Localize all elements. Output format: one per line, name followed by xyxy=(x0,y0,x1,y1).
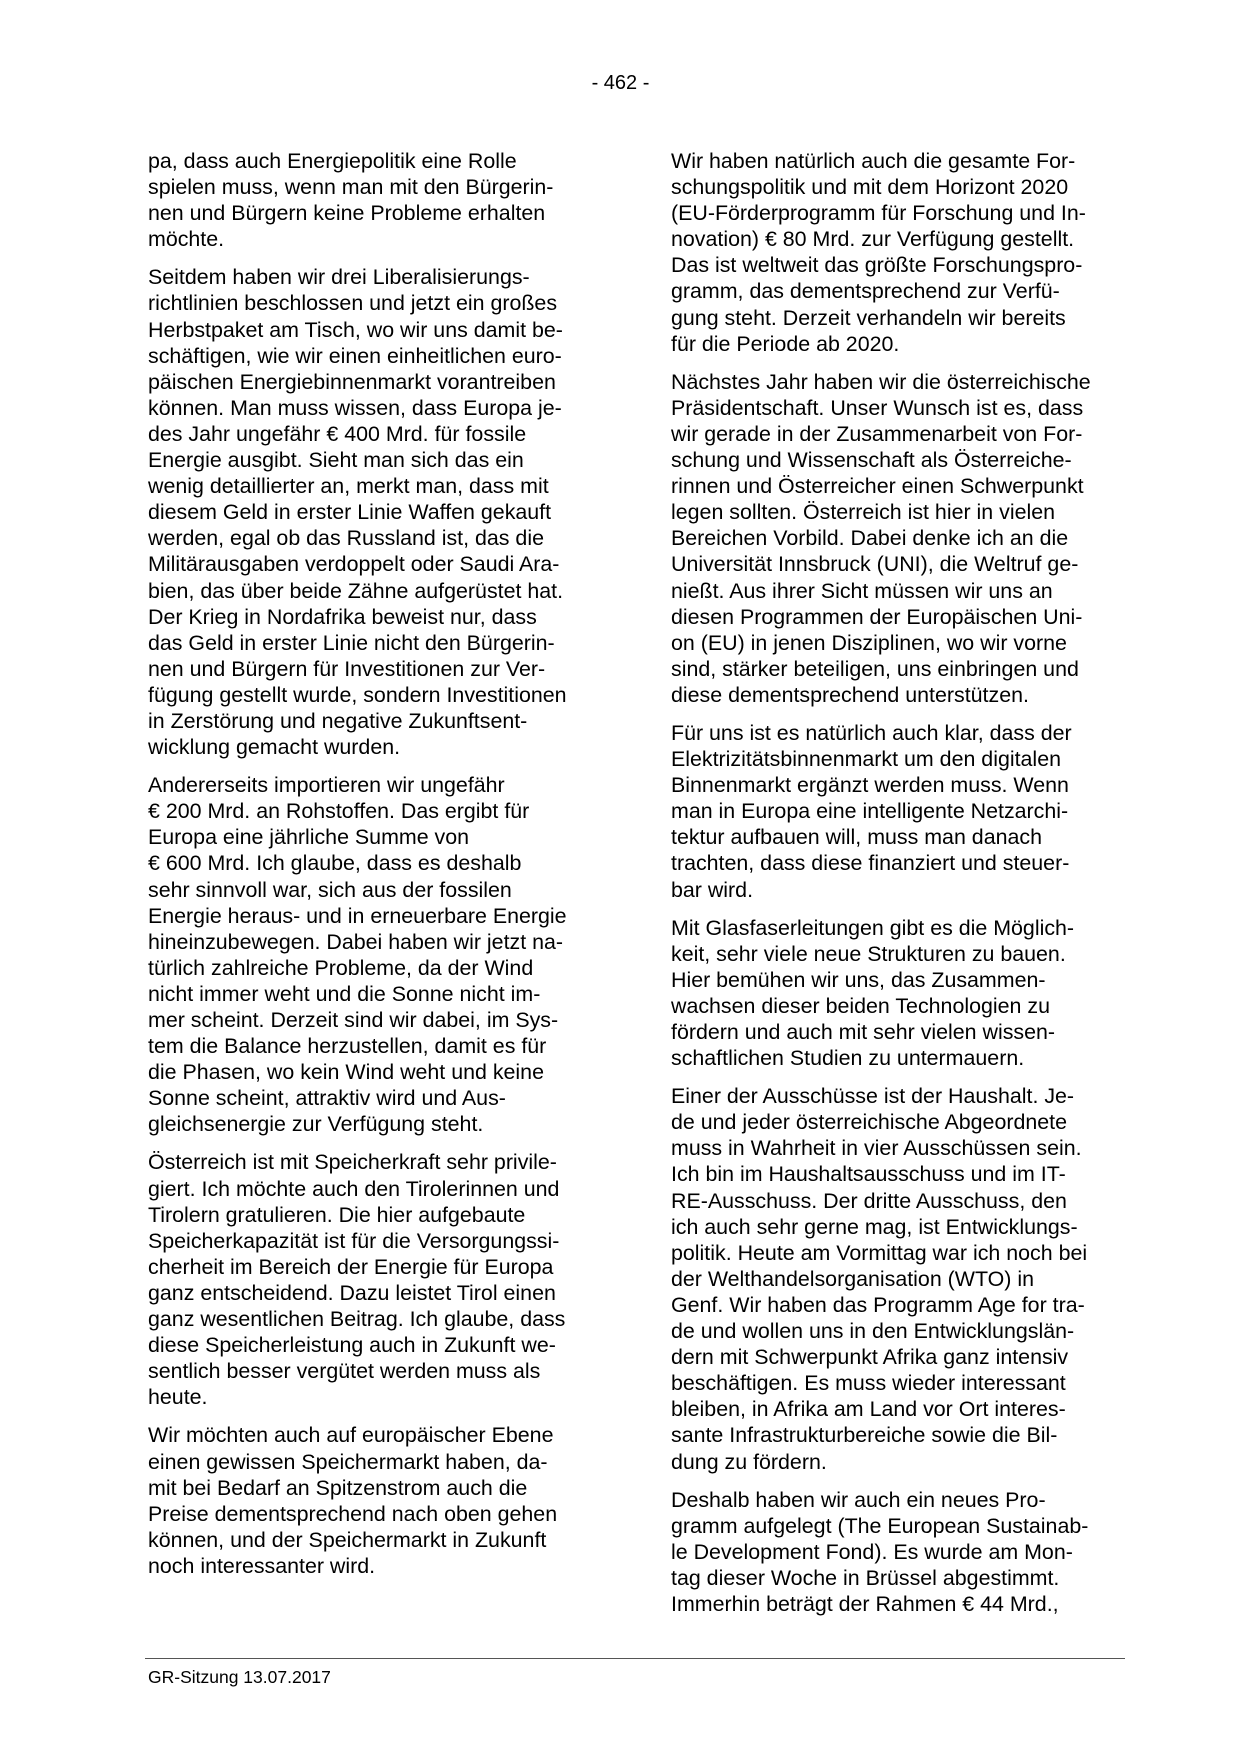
text-line: sehr sinnvoll war, sich aus der fossilen xyxy=(148,877,512,902)
text-line: € 600 Mrd. Ich glaube, dass es deshalb xyxy=(148,851,522,876)
text-line: bar wird. xyxy=(671,877,754,902)
text-line: cherheit im Bereich der Energie für Europa xyxy=(148,1254,554,1279)
text-line: der Welthandelsorganisation (WTO) in xyxy=(671,1266,1035,1291)
footer-session-date: GR-Sitzung 13.07.2017 xyxy=(148,1667,331,1687)
text-line: rinnen und Österreicher einen Schwerpunkt xyxy=(671,474,1084,499)
text-line: noch interessanter wird. xyxy=(148,1553,376,1578)
text-line: dern mit Schwerpunkt Afrika ganz intensiv xyxy=(671,1345,1069,1370)
text-line: Herbstpaket am Tisch, wo wir uns damit be- xyxy=(148,317,563,342)
text-line: giert. Ich möchte auch den Tirolerinnen und xyxy=(148,1176,560,1201)
paragraph xyxy=(148,1149,603,1410)
text-line: Wir möchten auch auf europäischer Ebene xyxy=(148,1423,554,1448)
footer-divider xyxy=(145,1658,1125,1659)
text-line: Energie heraus- und in erneuerbare Energie xyxy=(148,903,567,928)
text-line: gramm aufgelegt (The European Sustainab- xyxy=(671,1513,1089,1538)
text-line: Sonne scheint, attraktiv wird und Aus- xyxy=(148,1086,506,1111)
text-line: Europa eine jährliche Summe von xyxy=(148,825,470,850)
left-column xyxy=(148,148,603,1591)
text-line: gung steht. Derzeit verhandeln wir bereits xyxy=(671,305,1066,330)
text-line: Tirolern gratulieren. Die hier aufgebaute xyxy=(148,1202,526,1227)
text-line: tag dieser Woche in Brüssel abgestimmt. xyxy=(671,1565,1060,1590)
text-line: bleiben, in Afrika am Land vor Ort interes- xyxy=(671,1397,1066,1422)
text-line: Energie ausgibt. Sieht man sich das ein xyxy=(148,448,524,473)
text-line: ganz wesentlichen Beitrag. Ich glaube, dass xyxy=(148,1307,566,1332)
text-line: novation) € 80 Mrd. zur Verfügung gestellt. xyxy=(671,227,1075,252)
text-line: Für uns ist es natürlich auch klar, dass der xyxy=(671,720,1072,745)
text-line: Präsidentschaft. Unser Wunsch ist es, dass xyxy=(671,395,1084,420)
text-line: bien, das über beide Zähne aufgerüstet hat. xyxy=(148,578,564,603)
text-line: sante Infrastrukturbereiche sowie die Bil- xyxy=(671,1423,1058,1448)
text-line: nen und Bürgern keine Probleme erhalten xyxy=(148,201,546,226)
text-line: Nächstes Jahr haben wir die österreichische xyxy=(671,369,1091,394)
text-line: sentlich besser vergütet werden muss als xyxy=(148,1359,541,1384)
text-line: heute. xyxy=(148,1385,208,1410)
text-line: fügung gestellt wurde, sondern Investitionen xyxy=(148,682,567,707)
text-line: diesem Geld in erster Linie Waffen gekauft xyxy=(148,500,552,525)
text-line: päischen Energiebinnenmarkt vorantreiben xyxy=(148,369,556,394)
text-line: wenig detaillierter an, merkt man, dass mit xyxy=(148,474,549,499)
text-line: (EU-Förderprogramm für Forschung und In- xyxy=(671,201,1086,226)
text-line: Hier bemühen wir uns, das Zusammen- xyxy=(671,967,1046,992)
text-line: mer scheint. Derzeit sind wir dabei, im Sys- xyxy=(148,1008,559,1032)
text-line: Mit Glasfaserleitungen gibt es die Möglich- xyxy=(671,915,1075,940)
text-line: Andererseits importieren wir ungefähr xyxy=(148,773,505,798)
text-line: Bereichen Vorbild. Dabei denke ich an die xyxy=(671,526,1069,551)
text-line: für die Periode ab 2020. xyxy=(671,331,900,356)
text-line: einen gewissen Speichermarkt haben, da- xyxy=(148,1449,548,1474)
text-line: wicklung gemacht wurden. xyxy=(148,735,401,760)
text-line: Der Krieg in Nordafrika beweist nur, dass xyxy=(148,604,537,629)
text-line: wachsen dieser beiden Technologien zu xyxy=(671,993,1050,1018)
text-line: gleichsenergie zur Verfügung steht. xyxy=(148,1112,484,1137)
text-line: Österreich ist mit Speicherkraft sehr privile- xyxy=(148,1150,557,1175)
text-line: spielen muss, wenn man mit den Bürgerin- xyxy=(148,175,554,200)
text-line: tektur aufbauen will, muss man danach xyxy=(671,825,1042,850)
paragraph xyxy=(671,1083,1126,1474)
text-line: beschäftigen. Es muss wieder interessant xyxy=(671,1371,1066,1396)
paragraph xyxy=(148,772,603,1137)
text-line: hineinzubewegen. Dabei haben wir jetzt na- xyxy=(148,929,564,954)
paragraph xyxy=(148,1422,603,1579)
paragraph xyxy=(148,264,603,760)
text-line: Deshalb haben wir auch ein neues Pro- xyxy=(671,1487,1046,1512)
text-line: on (EU) in jenen Disziplinen, wo wir vorne xyxy=(671,630,1067,655)
text-line: Elektrizitätsbinnenmarkt um den digitalen xyxy=(671,747,1061,772)
text-line: diesen Programmen der Europäischen Uni- xyxy=(671,604,1083,629)
text-line: Speicherkapazität ist für die Versorgungssi- xyxy=(148,1228,560,1253)
text-line: schung und Wissenschaft als Österreiche- xyxy=(671,448,1072,473)
text-line: in Zerstörung und negative Zukunftsent- xyxy=(148,708,528,733)
text-line: trachten, dass diese finanziert und steuer- xyxy=(671,851,1070,876)
text-line: dung zu fördern. xyxy=(671,1449,827,1474)
text-line: Ich bin im Haushaltsausschuss und im IT- xyxy=(671,1162,1066,1187)
paragraph xyxy=(671,369,1126,708)
page-number: - 462 - xyxy=(591,72,650,94)
paragraph xyxy=(671,915,1126,1072)
text-line: Seitdem haben wir drei Liberalisierungs- xyxy=(148,265,530,290)
text-line: Genf. Wir haben das Programm Age for tra- xyxy=(671,1292,1085,1317)
text-line: Militärausgaben verdoppelt oder Saudi Ara- xyxy=(148,552,560,577)
text-line: möchte. xyxy=(148,227,225,252)
text-line: le Development Fond). Es wurde am Mon- xyxy=(671,1539,1073,1564)
text-line: € 200 Mrd. an Rohstoffen. Das ergibt für xyxy=(148,799,530,824)
text-line: nen und Bürgern für Investitionen zur Ver- xyxy=(148,656,546,681)
text-line: richtlinien beschlossen und jetzt ein großes xyxy=(148,291,558,316)
text-line: Das ist weltweit das größte Forschungspro- xyxy=(671,253,1083,278)
text-line: diese dementsprechend unterstützen. xyxy=(671,682,1029,707)
text-line: schaftlichen Studien zu untermauern. xyxy=(671,1046,1025,1071)
text-line: de und wollen uns in den Entwicklungslän- xyxy=(671,1319,1075,1344)
text-line: muss in Wahrheit in vier Ausschüssen sein. xyxy=(671,1136,1082,1161)
paragraph xyxy=(671,720,1126,903)
text-line: fördern und auch mit sehr vielen wissen- xyxy=(671,1020,1056,1044)
text-line: wir gerade in der Zusammenarbeit von For- xyxy=(671,421,1083,446)
text-line: werden, egal ob das Russland ist, das die xyxy=(148,526,544,551)
text-line: pa, dass auch Energiepolitik eine Rolle xyxy=(148,149,517,173)
text-line: schungspolitik und mit dem Horizont 2020 xyxy=(671,175,1069,200)
text-line: Immerhin beträgt der Rahmen € 44 Mrd., xyxy=(671,1591,1059,1616)
text-line: gramm, das dementsprechend zur Verfü- xyxy=(671,279,1060,304)
text-line: RE-Ausschuss. Der dritte Ausschuss, den xyxy=(671,1188,1067,1213)
text-line: Binnenmarkt ergänzt werden muss. Wenn xyxy=(671,773,1069,798)
right-column xyxy=(671,148,1126,1629)
text-line: man in Europa eine intelligente Netzarchi- xyxy=(671,799,1069,824)
text-line: des Jahr ungefähr € 400 Mrd. für fossile xyxy=(148,421,527,446)
paragraph xyxy=(148,148,603,252)
text-line: nießt. Aus ihrer Sicht müssen wir uns an xyxy=(671,578,1053,603)
text-line: de und jeder österreichische Abgeordnete xyxy=(671,1110,1067,1135)
text-line: nicht immer weht und die Sonne nicht im- xyxy=(148,981,541,1006)
text-line: Universität Innsbruck (UNI), die Weltruf ge- xyxy=(671,552,1079,577)
text-line: können, und der Speichermarkt in Zukunft xyxy=(148,1527,547,1552)
text-line: Einer der Ausschüsse ist der Haushalt. Je- xyxy=(671,1084,1075,1109)
text-line: tem die Balance herzustellen, damit es für xyxy=(148,1034,547,1059)
text-line: sind, stärker beteiligen, uns einbringen und xyxy=(671,656,1079,681)
text-line: Wir haben natürlich auch die gesamte For- xyxy=(671,149,1076,173)
text-line: ganz entscheidend. Dazu leistet Tirol einen xyxy=(148,1280,556,1305)
text-line: ich auch sehr gerne mag, ist Entwicklungs- xyxy=(671,1214,1078,1239)
text-line: können. Man muss wissen, dass Europa je- xyxy=(148,395,562,420)
text-line: keit, sehr viele neue Strukturen zu bauen. xyxy=(671,941,1066,966)
text-line: legen sollten. Österreich ist hier in vielen xyxy=(671,500,1056,525)
text-line: das Geld in erster Linie nicht den Bürgerin- xyxy=(148,630,555,655)
paragraph xyxy=(671,1487,1126,1617)
paragraph xyxy=(671,148,1126,357)
text-line: die Phasen, wo kein Wind weht und keine xyxy=(148,1060,544,1085)
text-line: schäftigen, wie wir einen einheitlichen euro- xyxy=(148,343,562,368)
text-line: mit bei Bedarf an Spitzenstrom auch die xyxy=(148,1475,528,1500)
text-line: politik. Heute am Vormittag war ich noch bei xyxy=(671,1240,1088,1265)
text-line: türlich zahlreiche Probleme, da der Wind xyxy=(148,955,534,980)
text-line: Preise dementsprechend nach oben gehen xyxy=(148,1501,558,1526)
text-line: diese Speicherleistung auch in Zukunft we- xyxy=(148,1333,556,1358)
